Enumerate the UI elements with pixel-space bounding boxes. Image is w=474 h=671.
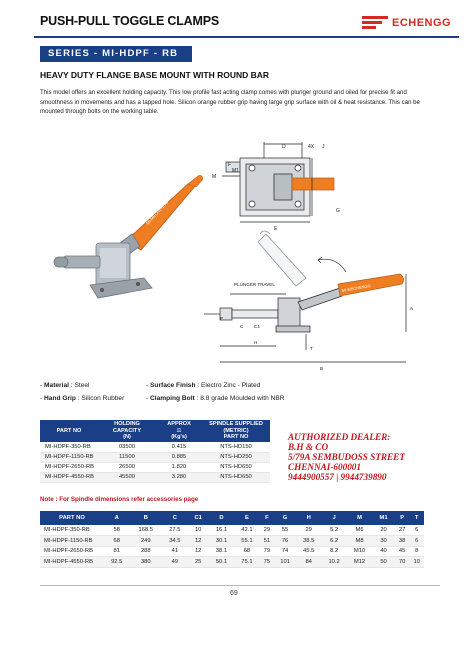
spindle-note: Note : For Spindle dimensions refer accessories page bbox=[40, 496, 199, 503]
brand-name: ECHENGG bbox=[392, 17, 452, 29]
product-subtitle: HEAVY DUTY FLANGE BASE MOUNT WITH ROUND BAR bbox=[40, 70, 270, 80]
plunger-travel-label: PLUNGER TRAVEL bbox=[234, 282, 275, 287]
table-cell: 16.1 bbox=[209, 525, 234, 536]
dimension-table bbox=[40, 511, 424, 568]
page-number: 69 bbox=[230, 590, 238, 597]
t1-header-spindle: SPINDLE SUPPLIED (METRIC) PART NO bbox=[202, 420, 270, 442]
table-cell: 50.1 bbox=[209, 557, 234, 568]
dim-label-m: M bbox=[212, 174, 217, 180]
dim-label-b: B bbox=[320, 366, 324, 371]
table-cell: 30.1 bbox=[209, 536, 234, 547]
table-cell: 249 bbox=[129, 536, 162, 547]
product-description: This model offers an excellent holding capacity. This low profile fast acting clamp comes with plunger ground and oiled for precise fit and smoothness in movements and has a tapped hole. Silicon orange rubber grip having large grip surface with oil & heat resistance. This can be mounted through bolts on the working table. bbox=[40, 89, 420, 116]
dim-label-c1: C1 bbox=[254, 324, 260, 329]
table-cell: 40 bbox=[372, 546, 395, 557]
table-cell: 75.1 bbox=[234, 557, 259, 568]
t1-header-weight: APPROX ⚖ (Kg's) bbox=[156, 420, 202, 442]
dealer-stamp bbox=[288, 432, 405, 482]
table-cell: M6 bbox=[347, 525, 372, 536]
table-cell: 38.1 bbox=[209, 546, 234, 557]
table-cell: 10 bbox=[188, 525, 209, 536]
table-row bbox=[40, 557, 424, 568]
dim-label-t: T bbox=[310, 346, 313, 351]
table-cell: 49 bbox=[162, 557, 187, 568]
table-cell: 8.2 bbox=[321, 546, 346, 557]
table-cell: 29 bbox=[260, 525, 275, 536]
table-cell: 12 bbox=[188, 536, 209, 547]
spec-material-label: Material bbox=[44, 382, 69, 389]
table-cell: 50 bbox=[372, 557, 395, 568]
t2-header-row: PART NO A B C C1 D E F G H J M M1 P T bbox=[40, 511, 424, 525]
top-view-drawing bbox=[222, 142, 334, 222]
table-cell: 74 bbox=[274, 546, 296, 557]
spec-bolt-value: 8.8 grade Moulded with NBR bbox=[200, 395, 285, 402]
table-cell: 58 bbox=[104, 525, 129, 536]
table-cell: 288 bbox=[129, 546, 162, 557]
table-cell: 27 bbox=[395, 525, 410, 536]
handle-brand-text: MI-MECHENGG bbox=[145, 199, 170, 226]
table-cell: 70 bbox=[395, 557, 410, 568]
spec-grip-value: Silicon Rubber bbox=[81, 395, 125, 402]
dim-label-f: F bbox=[228, 162, 232, 168]
dim-label-c: C bbox=[240, 324, 244, 329]
table-cell: 55.1 bbox=[234, 536, 259, 547]
table-cell: 10.2 bbox=[321, 557, 346, 568]
dim-label-m1: M1 bbox=[232, 168, 239, 174]
dim-label-4x: 4X bbox=[308, 144, 315, 150]
header-divider bbox=[34, 36, 459, 38]
table-cell: 45 bbox=[395, 546, 410, 557]
table-cell: M12 bbox=[347, 557, 372, 568]
table-cell: 45.5 bbox=[296, 546, 321, 557]
spec-material: - Material : Steel bbox=[40, 382, 90, 389]
table-cell: 75 bbox=[260, 557, 275, 568]
logo-mark-icon bbox=[362, 15, 388, 31]
table-cell: 168.5 bbox=[129, 525, 162, 536]
dim-label-d: D bbox=[282, 144, 286, 150]
series-banner: SERIES - MI-HDPF - RB bbox=[40, 46, 192, 62]
table-cell: 79 bbox=[260, 546, 275, 557]
table-cell: MI-HDPF-1150-RB bbox=[40, 536, 104, 547]
dealer-line-1: AUTHORIZED DEALER: bbox=[288, 432, 391, 442]
table-cell: 38 bbox=[395, 536, 410, 547]
table-row: MI-HDPF-2650-RB 26500 1.820 NTS-HD650 bbox=[40, 462, 270, 472]
table-cell: 29 bbox=[296, 525, 321, 536]
capacity-table bbox=[40, 420, 270, 483]
spec-bolt: - Clamping Bolt : 8.8 grade Moulded with NBR bbox=[146, 395, 285, 402]
table-cell: 55 bbox=[274, 525, 296, 536]
spec-grip: - Hand Grip : Silicon Rubber bbox=[40, 395, 125, 402]
spec-surface-value: Electro Zinc - Plated bbox=[200, 382, 261, 389]
table-cell: 25 bbox=[188, 557, 209, 568]
table-cell: 6 bbox=[409, 536, 424, 547]
clamp-photo bbox=[54, 175, 203, 298]
table-row bbox=[40, 536, 424, 547]
table-cell: 12 bbox=[188, 546, 209, 557]
dim-label-g: G bbox=[336, 208, 340, 214]
product-figures bbox=[40, 138, 440, 378]
table-cell: 68 bbox=[104, 536, 129, 547]
table-row bbox=[40, 546, 424, 557]
table-cell: 41 bbox=[162, 546, 187, 557]
table-row: MI-HDPF-4550-RB 45500 3.280 NTS-HD650 bbox=[40, 472, 270, 482]
brand-logo bbox=[362, 14, 462, 32]
dim-label-a: A bbox=[410, 306, 414, 311]
table-cell: M10 bbox=[347, 546, 372, 557]
table-cell: 27.5 bbox=[162, 525, 187, 536]
spec-surface: - Surface Finish : Electro Zinc - Plated bbox=[146, 382, 261, 389]
table-cell: 68 bbox=[234, 546, 259, 557]
table-cell: 34.5 bbox=[162, 536, 187, 547]
table-cell: 8 bbox=[409, 546, 424, 557]
table-cell: 92.5 bbox=[104, 557, 129, 568]
table-row: MI-HDPF-1150-RB 11500 0.885 NTS-HD250 bbox=[40, 452, 270, 462]
table-row bbox=[40, 525, 424, 536]
spec-grip-label: Hand Grip bbox=[44, 395, 76, 402]
table-cell: 6.2 bbox=[321, 536, 346, 547]
page-title: PUSH-PULL TOGGLE CLAMPS bbox=[40, 14, 219, 28]
table-cell: 30 bbox=[372, 536, 395, 547]
side-view-drawing bbox=[204, 231, 406, 362]
table-cell: 38.5 bbox=[296, 536, 321, 547]
table-cell: 76 bbox=[274, 536, 296, 547]
table-cell: 380 bbox=[129, 557, 162, 568]
table-cell: 6 bbox=[409, 525, 424, 536]
dim-label-e: E bbox=[274, 226, 278, 232]
table-row: MI-HDPF-350-RB 03500 0.415 NTS-HD150 bbox=[40, 442, 270, 452]
table-cell: 81 bbox=[104, 546, 129, 557]
table-cell: 10 bbox=[409, 557, 424, 568]
dealer-line-5: 9444900557 | 9944739890 bbox=[288, 472, 387, 482]
spec-material-value: Steel bbox=[74, 382, 90, 389]
footer-divider bbox=[40, 585, 440, 586]
t1-header-capacity: HOLDING CAPACITY (N) bbox=[98, 420, 156, 442]
table-cell: 84 bbox=[296, 557, 321, 568]
t1-header-partno: PART NO bbox=[40, 420, 98, 442]
dim-label-h: H bbox=[254, 340, 258, 345]
spec-surface-label: Surface Finish bbox=[150, 382, 196, 389]
side-handle-text: MI-MECHENGG bbox=[341, 282, 372, 293]
spec-bolt-label: Clamping Bolt bbox=[150, 395, 195, 402]
dim-label-p: P bbox=[220, 316, 224, 321]
dealer-line-3: 5/79A SEMBUDOSS STREET bbox=[288, 452, 405, 462]
dealer-line-2: B.H & CO bbox=[288, 442, 329, 452]
dim-label-j: J bbox=[322, 144, 325, 150]
table-cell: M8 bbox=[347, 536, 372, 547]
table-cell: 5.2 bbox=[321, 525, 346, 536]
table-cell: MI-HDPF-2650-RB bbox=[40, 546, 104, 557]
table-cell: 20 bbox=[372, 525, 395, 536]
table-cell: MI-HDPF-4550-RB bbox=[40, 557, 104, 568]
table-cell: 51 bbox=[260, 536, 275, 547]
table-cell: MI-HDPF-350-RB bbox=[40, 525, 104, 536]
table-cell: 101 bbox=[274, 557, 296, 568]
dealer-line-4: CHENNAI-600001 bbox=[288, 462, 361, 472]
table-cell: 42.1 bbox=[234, 525, 259, 536]
